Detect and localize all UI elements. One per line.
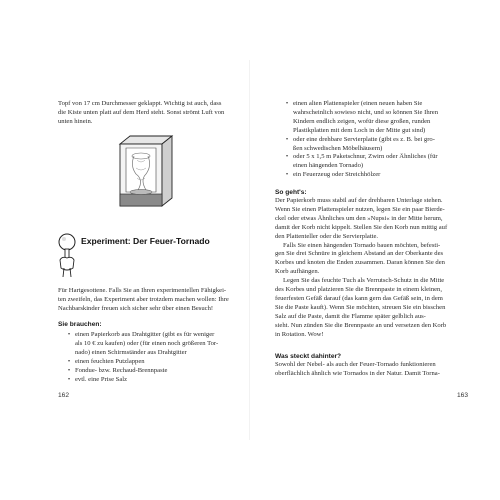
- paragraph-line: Wenn Sie einen Plattenspieler nutzen, legen Sie ein paar Bierde-: [275, 205, 445, 213]
- list-item-line: oder eine drehbare Servierplatte (gibt es z. B. bei gro-: [293, 135, 435, 143]
- paragraph-line: Korbes und knoten die Enden zusammen. Daran können Sie den: [275, 259, 445, 267]
- bullet-icon: •: [67, 331, 71, 338]
- dahinter-heading: Was steckt dahinter?: [275, 353, 342, 360]
- paragraph-line: oberflächlich ähnlich wie Tornados in der Natur. Damit Torna-: [275, 369, 440, 377]
- list-item-line: oder 5 x 1,5 m Paketschnur, Zwirn oder Ähnliches (für: [293, 153, 438, 161]
- bullet-icon: •: [67, 366, 71, 374]
- paragraph-line: Der Papierkorb muss stabil auf der drehbaren Unterlage stehen.: [275, 197, 443, 204]
- list-item-line: einen feuchten Putzlappen: [75, 357, 145, 365]
- list-item: [66, 367, 242, 376]
- intro-text: [58, 100, 240, 127]
- paragraph-line: den Plattenteller oder die Servierplatte.: [275, 232, 379, 240]
- list-item-line: evtl. eine Prise Salz: [75, 375, 128, 383]
- bullet-icon: •: [285, 135, 289, 143]
- paragraph-line: Salz auf die Paste, damit die Flamme später gelblich aus-: [275, 312, 426, 320]
- experiment-title: Experiment: Der Feuer-Tornado: [81, 236, 210, 246]
- bullet-icon: •: [285, 153, 289, 161]
- so-gehts-heading: So geht's:: [275, 189, 307, 196]
- list-item: [66, 376, 242, 385]
- paragraph-line: feuerfesten Gefäß darauf (das kann gern das Gefäß sein, in dem: [275, 294, 443, 302]
- list-item: [66, 331, 242, 358]
- materials-list-continued: [284, 100, 468, 180]
- list-item-line: nado) einen Schirmständer aus Drahtgitter: [75, 348, 187, 356]
- intro-line: die Kiste unten platt auf dem Herd steht. Sonst strömt Luft von: [58, 108, 225, 116]
- list-item-line: wahrscheinlich sowieso nicht, und so können Sie Ihren: [293, 108, 439, 116]
- experiment-intro: [58, 287, 240, 314]
- list-item-line: einen Papierkorb aus Drahtgitter (gibt es für weniger: [75, 331, 215, 338]
- list-item-line: als 10 € zu kaufen) oder (für einen noch größeren Tor-: [75, 339, 219, 347]
- page-number: 162: [58, 392, 70, 399]
- bullet-icon: •: [285, 171, 289, 179]
- list-item-line: einen alten Plattenspieler (einen neuen haben Sie: [293, 100, 423, 107]
- list-item-line: einen hängenden Tornado): [293, 162, 364, 170]
- paragraph-line: ckel oder etwas Ähnliches um den »Nupsi« in der Mitte herum,: [275, 214, 443, 222]
- paragraph-line: gen Sie drei Schnüre in gleichem Abstand an der Oberkante des: [275, 250, 444, 258]
- paragraph-line: ten zweifeln, das Experiment aber trotzdem machen wollen: Ihre: [58, 295, 229, 303]
- needs-list: [66, 331, 242, 384]
- paragraph-line: sieht. Nun zünden Sie die Brennpaste an und versetzen den Korb: [275, 321, 447, 329]
- list-item-line: ßen schwedischen Möbelhäusern): [293, 144, 383, 152]
- bullet-icon: •: [67, 375, 71, 383]
- list-item-line: Plastikplatten mit dem Loch in der Mitte gut sind): [293, 126, 426, 134]
- list-item: [284, 153, 468, 171]
- box-illustration: [110, 134, 182, 214]
- paragraph-line: Für Hartgesottene. Falls Sie an Ihren experimentellen Fähigkei-: [58, 287, 227, 294]
- paragraph-line: damit der Korb nicht kippelt. Stellen Sie den Korb nun mittig auf: [275, 223, 448, 231]
- list-item: [66, 358, 242, 367]
- flask-hand-icon: [54, 232, 80, 278]
- instructions: [275, 197, 471, 340]
- bullet-icon: •: [67, 357, 71, 365]
- explanation-text: [275, 361, 471, 379]
- paragraph-line: Sowohl der Nebel- als auch der Feuer-Tornado funktionieren: [275, 361, 436, 368]
- intro-line: unten hinein.: [58, 117, 93, 125]
- list-item-line: ein Feuerzeug oder Streichhölzer: [293, 171, 381, 179]
- right-page: [250, 0, 500, 500]
- list-item: [284, 136, 468, 154]
- bullet-icon: •: [285, 100, 289, 107]
- intro-line: Topf von 17 cm Durchmesser geklappt. Wichtig ist auch, dass: [58, 100, 222, 107]
- list-item-line: Kindern endlich zeigen, wofür diese großen, runden: [293, 117, 431, 125]
- paragraph-line: Sie die Paste kauft). Wenn Sie möchten, streuen Sie ein bisschen: [275, 303, 446, 311]
- paragraph-line: Legen Sie das feuchte Tuch als Verrutsch-Schutz in die Mitte: [283, 277, 445, 285]
- list-item: [284, 171, 468, 180]
- list-item-line: Fondue- bzw. Rechaud-Brennpaste: [75, 366, 168, 374]
- paragraph-line: des Korbes und platzieren Sie die Brennpaste in einem kleinen,: [275, 286, 442, 294]
- paragraph-line: Falls Sie einen hängenden Tornado bauen möchten, befesti-: [283, 241, 441, 249]
- needs-heading: Sie brauchen:: [58, 321, 102, 328]
- paragraph-line: in Rotation. Wow!: [275, 330, 324, 338]
- paragraph-line: Nachbarskinder freuen sich sicher sehr über einen Besuch!: [58, 304, 214, 312]
- paragraph-line: Korb aufhängen.: [275, 268, 320, 276]
- list-item: [284, 100, 468, 136]
- page-number: 163: [457, 392, 469, 399]
